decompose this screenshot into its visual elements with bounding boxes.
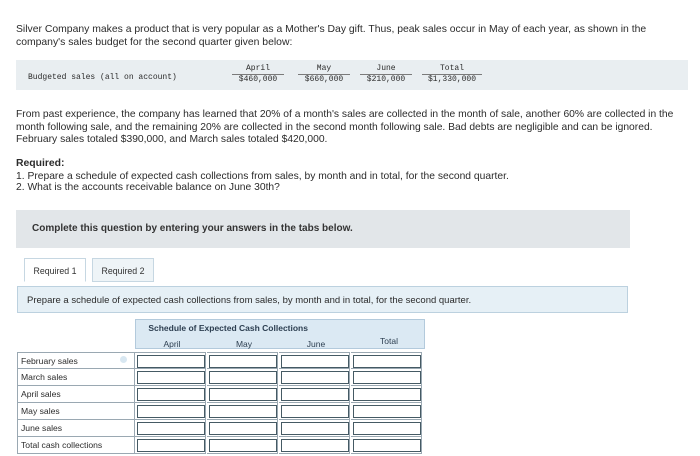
- june-amount-input[interactable]: [281, 439, 349, 452]
- schedule-cell: [279, 352, 350, 369]
- row-label: April sales: [17, 386, 135, 403]
- may-amount-input[interactable]: [209, 405, 277, 418]
- row-label: May sales: [17, 403, 135, 420]
- schedule-cell: [135, 386, 206, 403]
- schedule-cell: [135, 403, 206, 420]
- schedule-cell: [351, 369, 422, 386]
- budget-header: May: [298, 64, 350, 75]
- required-title: Required:: [16, 158, 65, 169]
- cash-collections-schedule: [17, 319, 427, 453]
- tab-required-1[interactable]: Required 1: [24, 258, 86, 282]
- budget-header: Total: [422, 64, 482, 75]
- required-list: [16, 171, 509, 193]
- prepare-instruction-text: Prepare a schedule of expected cash collections from sales, by month and in total, for the second quarter.: [27, 295, 472, 306]
- col-header-june: June: [306, 339, 326, 349]
- budget-col-june: [360, 64, 412, 85]
- table-row: [17, 352, 425, 369]
- total-amount-input[interactable]: [353, 388, 421, 401]
- tab-required-2[interactable]: Required 2: [92, 258, 154, 282]
- required-item-1: 1. Prepare a schedule of expected cash collections from sales, by month and in total, for the second quarter.: [16, 171, 509, 182]
- schedule-cell: [207, 420, 278, 437]
- budget-col-total: [422, 64, 482, 85]
- problem-intro: Silver Company makes a product that is very popular as a Mother's Day gift. Thus, peak sales occur in May of each year, as shown in the company's sales budget for the second quarter given below:: [16, 24, 647, 48]
- sales-budget-content: [16, 60, 688, 90]
- total-amount-input[interactable]: [353, 405, 421, 418]
- table-row: [17, 386, 425, 403]
- table-row: [17, 369, 425, 386]
- june-amount-input[interactable]: [281, 371, 349, 384]
- row-label: Total cash collections: [17, 437, 135, 454]
- schedule-cell: [207, 369, 278, 386]
- schedule-cell: [135, 420, 206, 437]
- schedule-cell: [207, 403, 278, 420]
- prepare-instruction-bar: [17, 286, 628, 313]
- row-label: June sales: [17, 420, 135, 437]
- budget-col-may: [298, 64, 350, 85]
- row-label: February sales: [17, 352, 135, 369]
- sales-budget-table: [16, 60, 688, 90]
- april-amount-input[interactable]: [137, 405, 205, 418]
- table-row: [17, 437, 425, 454]
- june-amount-input[interactable]: [281, 405, 349, 418]
- schedule-cell: [279, 403, 350, 420]
- budget-header: June: [360, 64, 412, 75]
- june-amount-input[interactable]: [281, 355, 349, 368]
- schedule-cell: [207, 437, 278, 454]
- schedule-cell: [351, 352, 422, 369]
- instruction-text: Complete this question by entering your answers in the tabs below.: [32, 223, 353, 234]
- col-header-may: May: [235, 339, 253, 349]
- schedule-title: Schedule of Expected Cash Collections: [148, 323, 308, 333]
- total-amount-input[interactable]: [353, 371, 421, 384]
- budget-value: $210,000: [366, 75, 406, 84]
- schedule-cell: [279, 369, 350, 386]
- may-amount-input[interactable]: [209, 388, 277, 401]
- schedule-cell: [207, 386, 278, 403]
- budget-value: $660,000: [304, 75, 344, 84]
- required-item-2: 2. What is the accounts receivable balance on June 30th?: [16, 182, 280, 193]
- april-amount-input[interactable]: [137, 422, 205, 435]
- col-header-april: April: [163, 339, 181, 349]
- april-amount-input[interactable]: [137, 388, 205, 401]
- schedule-cell: [351, 437, 422, 454]
- april-amount-input[interactable]: [137, 439, 205, 452]
- col-header-total: Total: [380, 336, 398, 346]
- schedule-cell: [279, 420, 350, 437]
- table-row: [17, 403, 425, 420]
- april-amount-input[interactable]: [137, 355, 205, 368]
- may-amount-input[interactable]: [209, 371, 277, 384]
- total-amount-input[interactable]: [353, 355, 421, 368]
- row-marker-icon: [120, 356, 127, 363]
- schedule-cell: [351, 420, 422, 437]
- row-label: March sales: [17, 369, 135, 386]
- budget-value: $1,330,000: [427, 75, 476, 84]
- instruction-box: [16, 210, 630, 248]
- schedule-cell: [135, 437, 206, 454]
- budget-header: April: [232, 64, 284, 75]
- budget-col-april: [232, 64, 284, 85]
- schedule-cell: [135, 369, 206, 386]
- june-amount-input[interactable]: [281, 388, 349, 401]
- schedule-cell: [351, 386, 422, 403]
- table-row: [17, 420, 425, 437]
- schedule-cell: [135, 352, 206, 369]
- budget-value: $460,000: [238, 75, 278, 84]
- collection-assumptions: From past experience, the company has learned that 20% of a month's sales are collected in the month of sale, another 60% are collected in the month following sale, and the remaining 20% are collected in the second month following sale. Bad debts are negligible and can be ignored. February sales totaled $390,000, and March sales totaled $420,000.: [16, 109, 674, 145]
- may-amount-input[interactable]: [209, 355, 277, 368]
- total-amount-input[interactable]: [353, 439, 421, 452]
- schedule-cell: [279, 386, 350, 403]
- budget-row-label: Budgeted sales (all on account): [28, 73, 177, 82]
- schedule-cell: [279, 437, 350, 454]
- schedule-cell: [351, 403, 422, 420]
- june-amount-input[interactable]: [281, 422, 349, 435]
- total-amount-input[interactable]: [353, 422, 421, 435]
- may-amount-input[interactable]: [209, 422, 277, 435]
- may-amount-input[interactable]: [209, 439, 277, 452]
- april-amount-input[interactable]: [137, 371, 205, 384]
- schedule-cell: [207, 352, 278, 369]
